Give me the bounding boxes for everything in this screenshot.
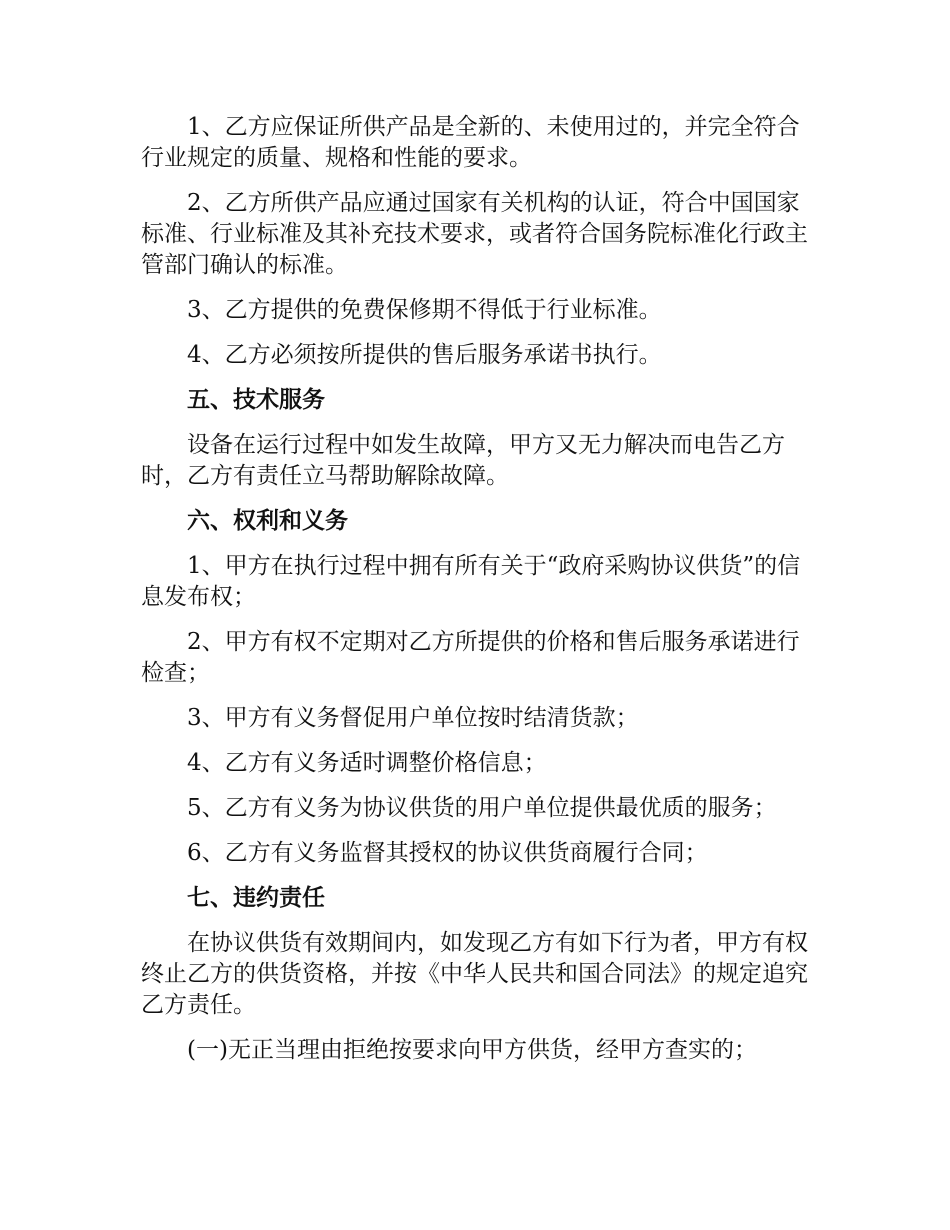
clause-duty-price-update: 4、乙方有义务适时调整价格信息； <box>187 750 547 776</box>
document-body <box>141 112 811 1080</box>
clause-right-publish: 1、甲方在执行过程中拥有所有关于“政府采购协议供货”的信息发布权； <box>141 553 801 610</box>
clause-item-refusal: (一)无正当理由拒绝按要求向甲方供货，经甲方查实的； <box>187 1037 757 1063</box>
clause-duty-service: 5、乙方有义务为协议供货的用户单位提供最优质的服务； <box>187 795 777 821</box>
clause-right-inspect: 2、甲方有权不定期对乙方所提供的价格和售后服务承诺进行检查； <box>141 629 800 686</box>
clause-after-sales: 4、乙方必须按所提供的售后服务承诺书执行。 <box>187 342 662 368</box>
clause-termination: 在协议供货有效期间内，如发现乙方有如下行为者，甲方有权终止乙方的供货资格，并按《中华人民共和国合同法》的规定追究乙方责任。 <box>141 930 808 1018</box>
clause-quality-new: 1、乙方应保证所供产品是全新的、未使用过的，并完全符合行业规定的质量、规格和性能的要求。 <box>141 114 800 171</box>
clause-certification: 2、乙方所供产品应通过国家有关机构的认证，符合中国国家标准、行业标准及其补充技术要求，或者符合国务院标准化行政主管部门确认的标准。 <box>141 190 808 278</box>
section-heading-liability: 七、违约责任 <box>187 885 325 911</box>
clause-duty-supervise: 6、乙方有义务监督其授权的协议供货商履行合同； <box>187 840 708 866</box>
section-heading-rights-duties: 六、权利和义务 <box>187 508 348 534</box>
clause-duty-payment: 3、甲方有义务督促用户单位按时结清货款； <box>187 705 639 731</box>
clause-warranty: 3、乙方提供的免费保修期不得低于行业标准。 <box>187 297 662 323</box>
clause-fault-support: 设备在运行过程中如发生故障，甲方又无力解决而电告乙方时，乙方有责任立马帮助解除故障。 <box>141 432 785 489</box>
section-heading-technical-service: 五、技术服务 <box>187 387 325 413</box>
